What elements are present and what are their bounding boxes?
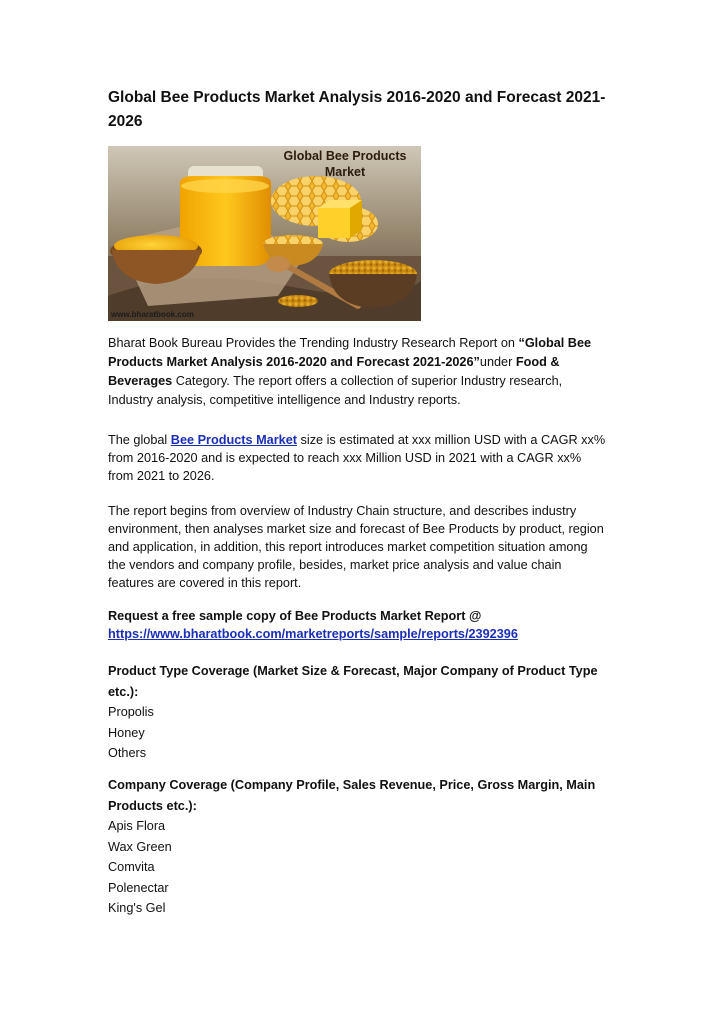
list-item: Honey xyxy=(108,725,145,740)
report-name: “Global Bee Products Market Analysis 2016-2020 and Forecast 2021-2026” xyxy=(108,336,592,369)
hero-image xyxy=(108,146,421,321)
list-item: Wax Green xyxy=(108,839,172,854)
intro-rest: Category. The report offers a collection of superior Industry research, Industry analysis, competitive intelligence and Industry reports. xyxy=(108,374,563,407)
hero-caption: Global Bee Products Market xyxy=(283,149,407,179)
sample-label: Request a free sample copy of Bee Products Market Report @ xyxy=(108,609,482,623)
sample-request xyxy=(108,607,608,643)
sample-url-link[interactable]: https://www.bharatbook.com/marketreports/sample/reports/2392396 xyxy=(108,627,518,641)
intro-paragraph xyxy=(108,334,608,410)
list-item: King's Gel xyxy=(108,901,166,915)
overview-paragraph: The report begins from overview of Industry Chain structure, and describes industry environment, then analyses market size and forecast of Bee Products by product, region and application, in addition, this report introduces market competition situation among the vendors and company profile, besides, market price analysis and value chain features are covered in this report. xyxy=(108,504,604,590)
category-name: Food & Beverages xyxy=(108,355,560,388)
intro-under: under xyxy=(479,355,516,369)
list-item: Apis Flora xyxy=(108,819,166,833)
list-item: Others xyxy=(108,746,147,760)
product-type-heading: Product Type Coverage (Market Size & Forecast, Major Company of Product Type etc.): xyxy=(108,664,598,699)
list-item: Propolis xyxy=(108,705,154,719)
company-section xyxy=(108,775,608,919)
company-heading: Company Coverage (Company Profile, Sales Revenue, Price, Gross Margin, Main Products etc.): xyxy=(108,778,596,813)
page-title: Global Bee Products Market Analysis 2016-2020 and Forecast 2021-2026 xyxy=(108,89,606,130)
list-item: Polenectar xyxy=(108,880,169,895)
hero-watermark: www.bharatbook.com xyxy=(111,310,194,319)
size-pre: The global xyxy=(108,433,171,447)
intro-lead: Bharat Book Bureau Provides the Trending Industry Research Report on xyxy=(108,336,519,350)
market-size-paragraph xyxy=(108,431,608,485)
product-type-section xyxy=(108,661,608,764)
bee-products-market-link[interactable]: Bee Products Market xyxy=(170,433,297,447)
size-post: size is estimated at xxx million USD with a CAGR xx% from 2016-2020 and is expected to reach xxx Million USD in 2021 with a CAGR xx% from 2021 to 2026. xyxy=(108,433,606,483)
list-item: Comvita xyxy=(108,860,155,874)
